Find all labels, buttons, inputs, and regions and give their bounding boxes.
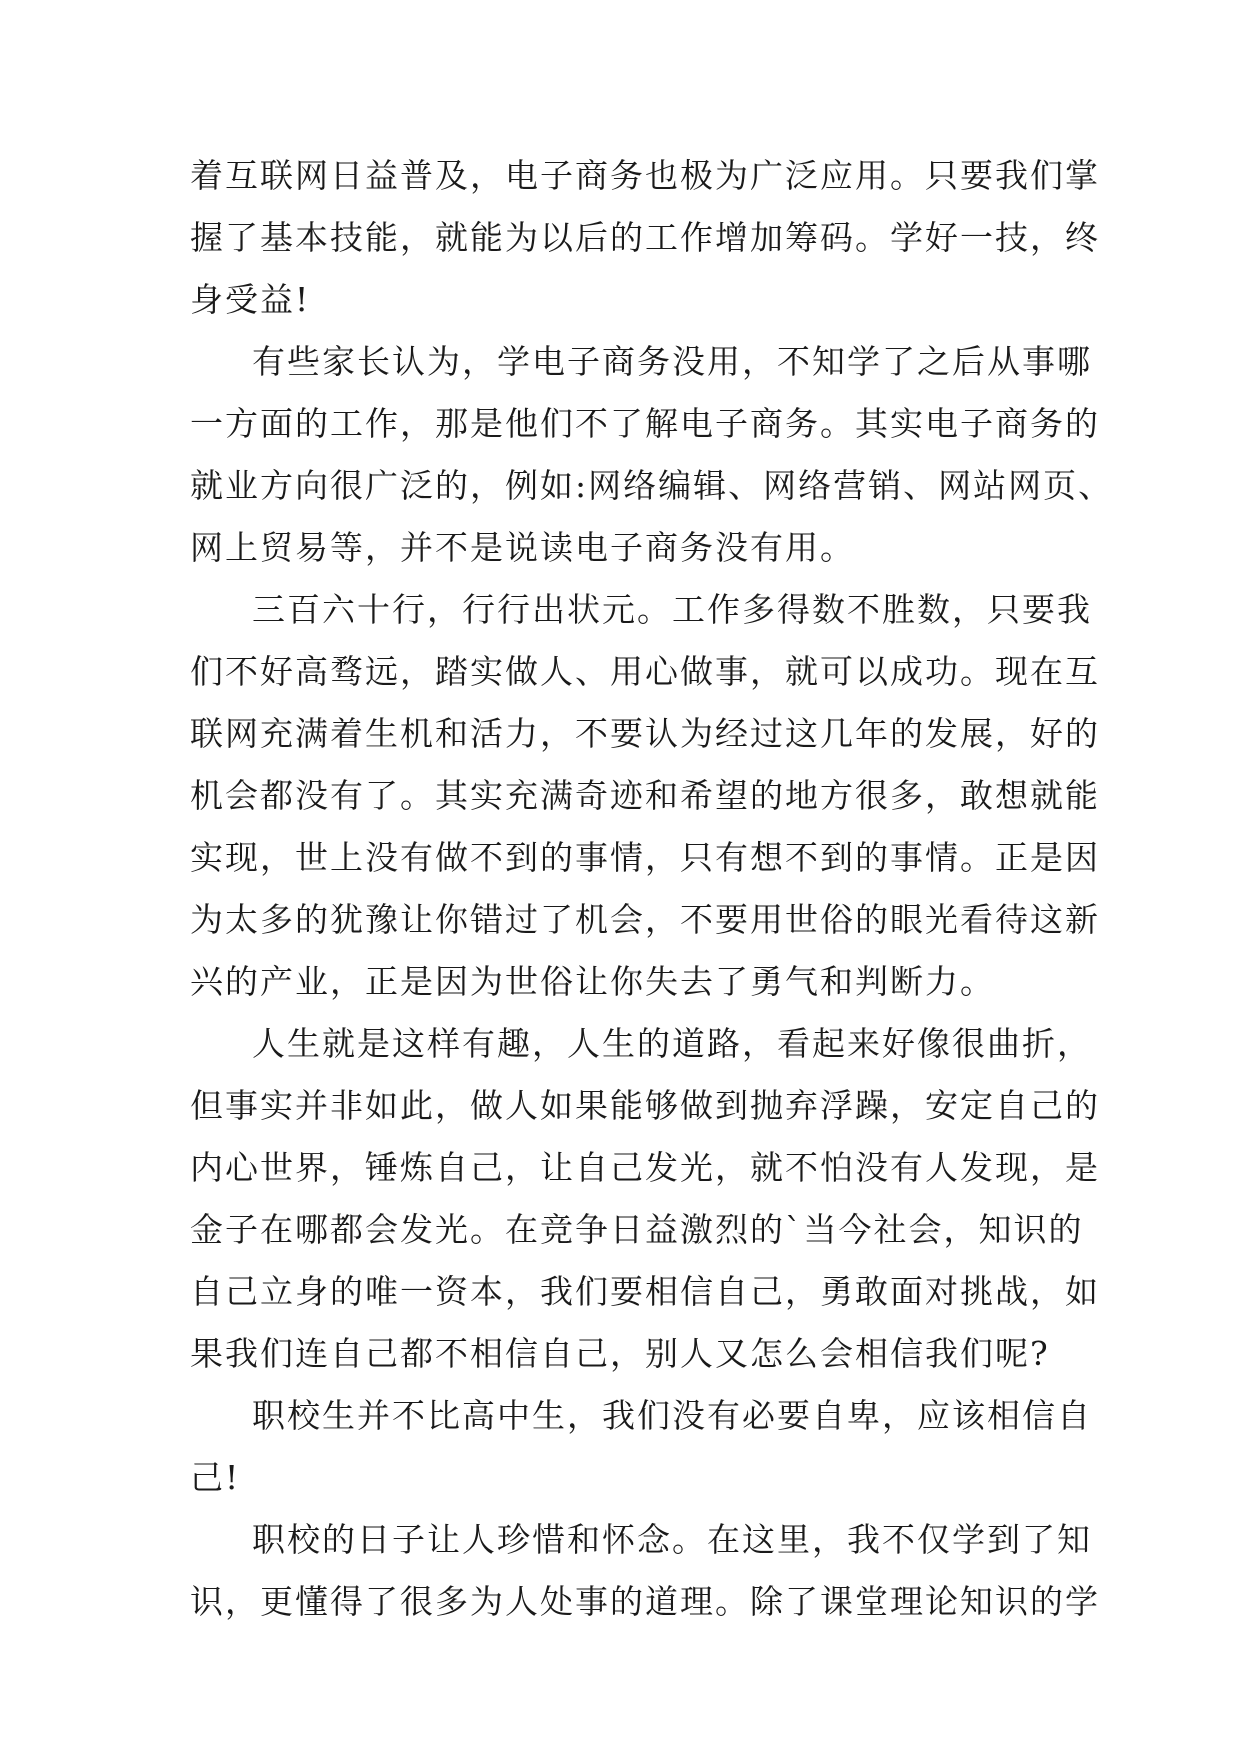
text-line: 握了基本技能，就能为以后的工作增加筹码。学好一技，终 bbox=[190, 218, 1100, 257]
paragraph-4 bbox=[190, 1013, 1100, 1385]
text-line: 身受益! bbox=[190, 280, 311, 319]
text-line: 三百六十行，行行出状元。工作多得数不胜数，只要我 bbox=[252, 590, 1092, 629]
text-line: 网上贸易等，并不是说读电子商务没有用。 bbox=[190, 528, 855, 567]
text-line: 职校生并不比高中生，我们没有必要自卑，应该相信自 bbox=[252, 1396, 1092, 1435]
text-line: 为太多的犹豫让你错过了机会，不要用世俗的眼光看待这新 bbox=[190, 900, 1100, 939]
text-line: 机会都没有了。其实充满奇迹和希望的地方很多，敢想就能 bbox=[190, 776, 1100, 815]
paragraph-5 bbox=[190, 1385, 1092, 1509]
text-line: 联网充满着生机和活力，不要认为经过这几年的发展，好的 bbox=[190, 714, 1100, 753]
text-line: 着互联网日益普及，电子商务也极为广泛应用。只要我们掌 bbox=[190, 156, 1100, 195]
text-line: 但事实并非如此，做人如果能够做到抛弃浮躁，安定自己的 bbox=[190, 1086, 1100, 1125]
paragraph-1 bbox=[190, 145, 1100, 331]
paragraph-6 bbox=[190, 1509, 1100, 1633]
text-line: 内心世界，锤炼自己，让自己发光，就不怕没有人发现，是 bbox=[190, 1148, 1100, 1187]
text-line: 一方面的工作，那是他们不了解电子商务。其实电子商务的 bbox=[190, 404, 1100, 443]
text-line: 兴的产业，正是因为世俗让你失去了勇气和判断力。 bbox=[190, 962, 995, 1001]
text-line: 金子在哪都会发光。在竞争日益激烈的`当今社会，知识的 bbox=[190, 1210, 1084, 1249]
document-body bbox=[190, 145, 1114, 1633]
text-line: 人生就是这样有趣，人生的道路，看起来好像很曲折， bbox=[252, 1024, 1092, 1063]
paragraph-3 bbox=[190, 579, 1100, 1013]
text-line: 就业方向很广泛的，例如:网络编辑、网络营销、网站网页、 bbox=[190, 466, 1114, 505]
text-line: 自己立身的唯一资本，我们要相信自己，勇敢面对挑战，如 bbox=[190, 1272, 1100, 1311]
text-line: 识，更懂得了很多为人处事的道理。除了课堂理论知识的学 bbox=[190, 1582, 1100, 1621]
text-line: 己! bbox=[190, 1458, 241, 1497]
paragraph-2 bbox=[190, 331, 1114, 579]
text-line: 职校的日子让人珍惜和怀念。在这里，我不仅学到了知 bbox=[252, 1520, 1092, 1559]
text-line: 果我们连自己都不相信自己，别人又怎么会相信我们呢? bbox=[190, 1334, 1050, 1373]
text-line: 有些家长认为，学电子商务没用，不知学了之后从事哪 bbox=[252, 342, 1092, 381]
text-line: 们不好高骛远，踏实做人、用心做事，就可以成功。现在互 bbox=[190, 652, 1100, 691]
text-line: 实现，世上没有做不到的事情，只有想不到的事情。正是因 bbox=[190, 838, 1100, 877]
